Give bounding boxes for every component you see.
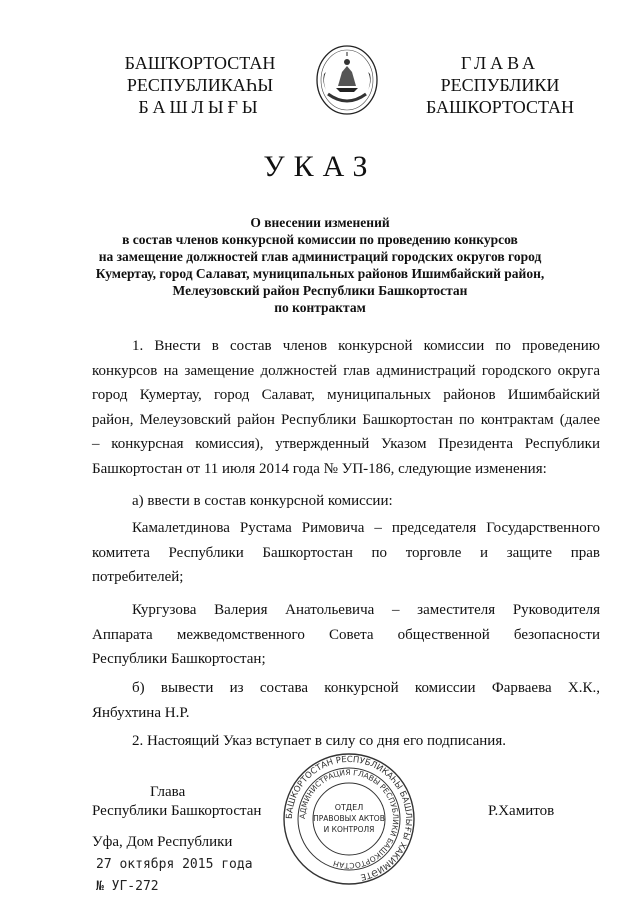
header-right-line-2: РЕСПУБЛИКИ: [440, 75, 560, 95]
header-left: [100, 52, 300, 118]
paragraph-line: Камалетдинова Рустама Римовича – председателя Государственного: [132, 520, 600, 536]
subject-line: Мелеузовский район Республики Башкортостан: [172, 283, 468, 298]
paragraph-line: комитета Республики Башкортостан по торговле и защите прав: [92, 544, 600, 561]
paragraph-line: город Кумертау, город Салават, муниципальных районов Ишимбайский: [92, 387, 600, 403]
subject-line: в состав членов конкурсной комиссии по проведению конкурсов: [122, 232, 518, 247]
paragraph-line: – конкурсная комиссия), утвержденный Указом Президента Республики: [92, 436, 600, 452]
signature-position-line-2: Республики Башкортостан: [92, 803, 262, 819]
stamp-center-line: ОТДЕЛ: [334, 803, 364, 812]
bashkortostan-emblem-icon: [314, 42, 380, 118]
document-title: УКАЗ: [263, 150, 377, 183]
document-subject: [80, 214, 560, 316]
paragraph-line: а) ввести в состав конкурсной комиссии:: [132, 493, 393, 509]
footer-date: 27 октября 2015 года: [96, 857, 253, 872]
paragraph-line: Аппарата межведомственного Совета общественной безопасности: [92, 626, 600, 643]
item-b: [92, 676, 600, 725]
signature-position-line-1: Глава: [150, 784, 186, 800]
item-a: [92, 489, 600, 514]
stamp-center-line: И КОНТРОЛЯ: [323, 825, 375, 834]
subject-line: Кумертау, город Салават, муниципальных районов Ишимбайский район,: [95, 266, 545, 281]
header-left-line-1: БАШҠОРТОСТАН: [124, 53, 276, 73]
stamp-center-line: ПРАВОВЫХ АКТОВ: [313, 814, 385, 823]
paragraph-line: Кургузова Валерия Анатольевича – заместителя Руководителя: [132, 602, 600, 618]
official-stamp: [282, 752, 416, 886]
footer-place: Уфа, Дом Республики: [92, 834, 233, 850]
stamp-inner-text: АДМИНИСТРАЦИЯ ГЛАВЫ РЕСПУБЛИКИ БАШКОРТОСТАН: [297, 767, 401, 871]
paragraph-line: район, Мелеузовский район Республики Башкортостан по контрактам (далее: [92, 411, 600, 428]
paragraph-2: [92, 729, 600, 754]
member-kurguzov: [92, 598, 600, 672]
subject-line: О внесении изменений: [250, 215, 390, 230]
stamp-outer-text: БАШКОРТОСТАН РЕСПУБЛИКАҺЫ БАШЛЫҒЫ ХАКИМИӘТЕ: [284, 754, 414, 882]
header-right-line-3: БАШКОРТОСТАН: [425, 97, 575, 117]
paragraph-line: б) вывести из состава конкурсной комиссии Фарваева Х.К.,: [132, 680, 600, 696]
paragraph-line: конкурсов на замещение должностей глав администраций городского округа: [92, 362, 600, 379]
header-left-line-2: РЕСПУБЛИКАҺЫ: [126, 75, 274, 95]
signature-name: Р.Хамитов: [488, 803, 555, 819]
paragraph-line: Янбухтина Н.Р.: [92, 704, 190, 721]
paragraph-1: [92, 334, 600, 481]
header-left-line-3: БАШЛЫҒЫ: [138, 97, 262, 117]
paragraph-line: 1. Внести в состав членов конкурсной комиссии по проведению: [132, 338, 600, 354]
footer-number: № УГ-272: [96, 879, 159, 894]
member-kamaletdinov: [92, 516, 600, 590]
header-right-line-1: ГЛАВА: [460, 53, 540, 73]
paragraph-line: потребителей;: [92, 569, 184, 585]
header-right: [400, 52, 600, 118]
paragraph-line: Республики Башкортостан;: [92, 651, 266, 667]
subject-line: на замещение должностей глав администраций городских округов город: [98, 249, 542, 264]
paragraph-line: Башкортостан от 11 июля 2014 года № УП-186, следующие изменения:: [92, 460, 547, 477]
paragraph-line: 2. Настоящий Указ вступает в силу со дня его подписания.: [132, 733, 506, 749]
subject-line: по контрактам: [274, 300, 366, 315]
